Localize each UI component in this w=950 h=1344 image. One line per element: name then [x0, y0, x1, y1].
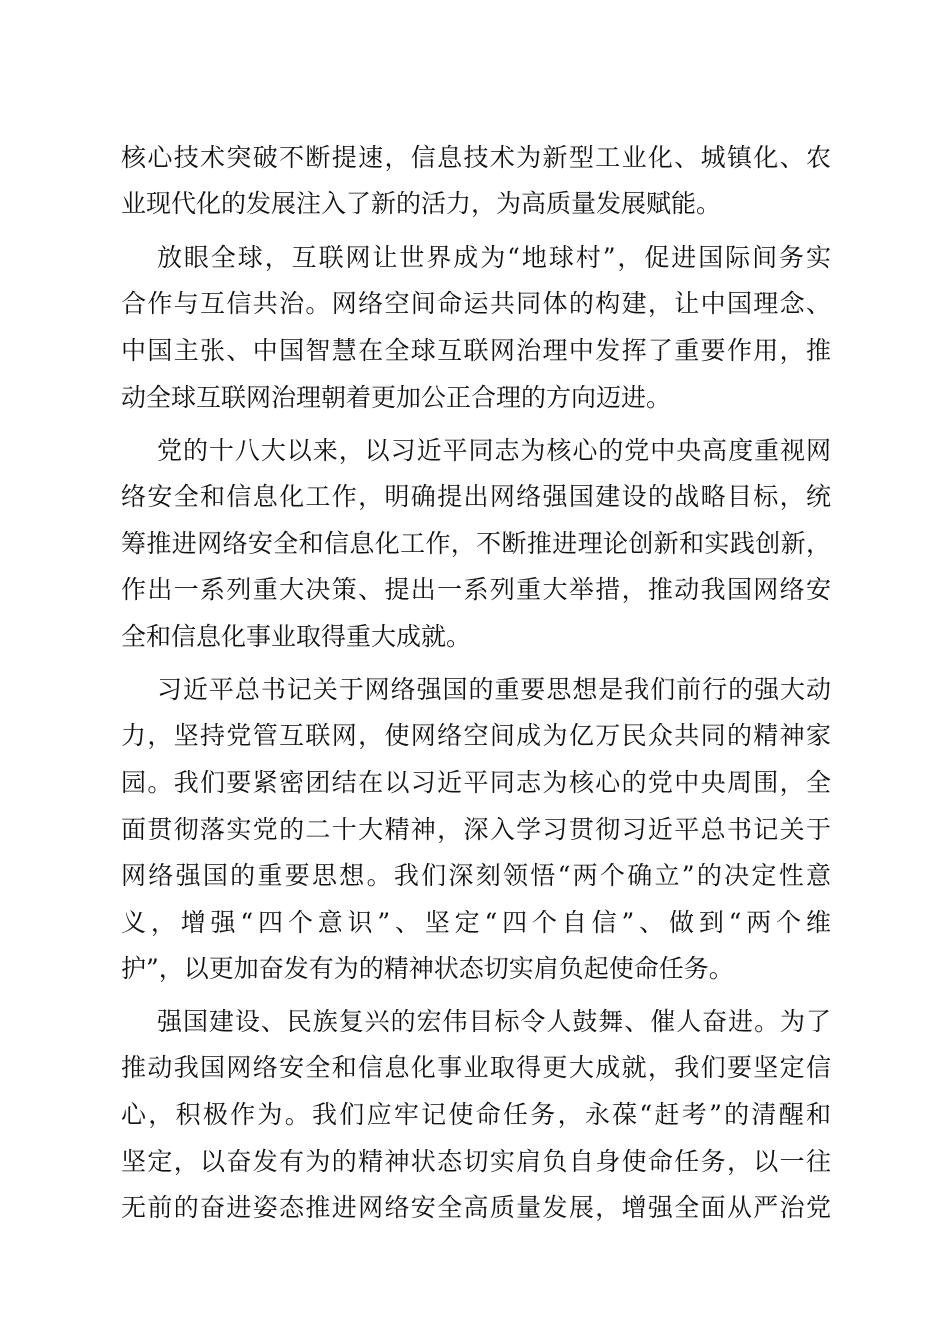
text-line: 合作与互信共治。网络空间命运共同体的构建，让中国理念、: [121, 289, 831, 318]
text-line: 动全球互联网治理朝着更加公正合理的方向迈进。: [121, 383, 672, 412]
text-line: 坚定，以奋发有为的精神状态切实肩负自身使命任务，以一往: [121, 1147, 831, 1176]
text-line: 作出一系列重大决策、提出一系列重大举措，推动我国网络安: [121, 575, 831, 604]
text-line: 网络强国的重要思想。我们深刻领悟“两个确立”的决定性意: [121, 861, 831, 890]
text-line: 心，积极作为。我们应牢记使命任务，永葆“赶考”的清醒和: [121, 1100, 831, 1129]
text-line: 中国主张、中国智慧在全球互联网治理中发挥了重要作用，推: [121, 336, 831, 365]
text-line: 护”，以更加奋发有为的精神状态切实肩负起使命任务。: [121, 954, 734, 983]
text-line: 习近平总书记关于网络强国的重要思想是我们前行的强大动: [157, 675, 831, 704]
text-line: 园。我们要紧密团结在以习近平同志为核心的党中央周围，全: [121, 768, 831, 797]
text-line: 核心技术突破不断提速，信息技术为新型工业化、城镇化、农: [121, 143, 831, 172]
text-line: 全和信息化事业取得重大成就。: [121, 622, 472, 651]
text-line: 络安全和信息化工作，明确提出网络强国建设的战略目标，统: [121, 482, 831, 511]
text-line: 义，增强“四个意识”、坚定“四个自信”、做到“两个维: [121, 908, 831, 937]
text-line: 强国建设、民族复兴的宏伟目标令人鼓舞、催人奋进。为了: [157, 1007, 831, 1036]
text-line: 党的十八大以来，以习近平同志为核心的党中央高度重视网: [157, 436, 831, 465]
text-line: 无前的奋进姿态推进网络安全高质量发展，增强全面从严治党: [121, 1193, 831, 1222]
text-line: 力，坚持党管互联网，使网络空间成为亿万民众共同的精神家: [121, 721, 831, 750]
text-line: 筹推进网络安全和信息化工作，不断推进理论创新和实践创新，: [121, 529, 831, 558]
text-line: 面贯彻落实党的二十大精神，深入学习贯彻习近平总书记关于: [121, 815, 831, 844]
text-line: 业现代化的发展注入了新的活力，为高质量发展赋能。: [121, 189, 722, 218]
text-line: 推动我国网络安全和信息化事业取得更大成就，我们要坚定信: [121, 1053, 831, 1082]
text-line: 放眼全球，互联网让世界成为“地球村”，促进国际间务实: [157, 243, 831, 272]
